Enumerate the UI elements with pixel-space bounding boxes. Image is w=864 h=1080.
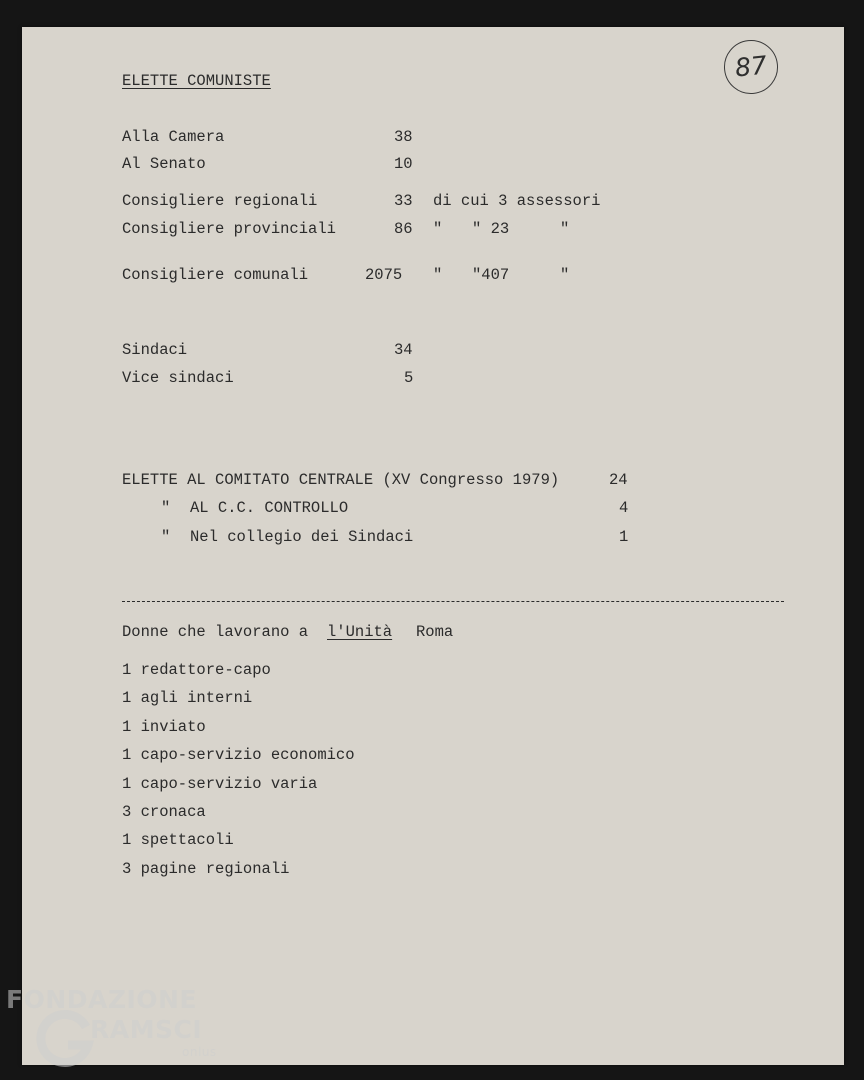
list-item: 1 redattore-capo bbox=[122, 661, 271, 679]
row-value: 34 bbox=[394, 341, 413, 359]
watermark-line1: FONDAZIONE bbox=[6, 985, 198, 1014]
row-value: 5 bbox=[404, 369, 414, 387]
row-note: "407 bbox=[472, 266, 510, 284]
row-value: 1 bbox=[619, 528, 629, 546]
g-logo-icon bbox=[36, 1009, 96, 1069]
page-number: 87 bbox=[721, 37, 780, 96]
list-item: 3 cronaca bbox=[122, 803, 206, 821]
list-item: 3 pagine regionali bbox=[122, 860, 290, 878]
ditto-mark: " bbox=[560, 220, 570, 238]
row-label: Consigliere provinciali bbox=[122, 220, 336, 238]
ditto-mark: " bbox=[161, 499, 171, 517]
ditto-mark: " bbox=[560, 266, 570, 284]
list-item: 1 capo-servizio economico bbox=[122, 746, 355, 764]
row-label: ELETTE AL COMITATO CENTRALE (XV Congresso 1979) bbox=[122, 471, 560, 489]
row-value: 33 bbox=[394, 192, 413, 210]
row-label: AL C.C. CONTROLLO bbox=[190, 499, 349, 517]
ditto-mark: " bbox=[161, 528, 171, 546]
list-item: 1 agli interni bbox=[122, 689, 253, 707]
row-note: " 23 bbox=[472, 220, 510, 238]
list-item: 1 capo-servizio varia bbox=[122, 775, 318, 793]
row-label: Alla Camera bbox=[122, 128, 225, 146]
list-item: 1 spettacoli bbox=[122, 831, 234, 849]
row-value: 86 bbox=[394, 220, 413, 238]
unita-intro: Donne che lavorano a bbox=[122, 623, 309, 641]
row-label: Sindaci bbox=[122, 341, 188, 359]
unita-paper-name: l'Unità bbox=[327, 623, 393, 641]
list-item: 1 inviato bbox=[122, 718, 206, 736]
row-note: di cui 3 assessori bbox=[433, 192, 601, 210]
page-heading: ELETTE COMUNISTE bbox=[122, 72, 271, 90]
row-value: 38 bbox=[394, 128, 413, 146]
unita-city: Roma bbox=[416, 623, 454, 641]
row-label: Consigliere regionali bbox=[122, 192, 318, 210]
ditto-mark: " bbox=[433, 220, 443, 238]
row-value: 24 bbox=[609, 471, 628, 489]
row-label: Consigliere comunali bbox=[122, 266, 309, 284]
row-label: Vice sindaci bbox=[122, 369, 234, 387]
row-label: Nel collegio dei Sindaci bbox=[190, 528, 414, 546]
watermark-logo bbox=[6, 985, 221, 1075]
row-value: 4 bbox=[619, 499, 629, 517]
row-label: Al Senato bbox=[122, 155, 206, 173]
row-value: 2075 bbox=[365, 266, 403, 284]
ditto-mark: " bbox=[433, 266, 443, 284]
document-page bbox=[22, 27, 844, 1065]
watermark-line3: onlus bbox=[182, 1045, 217, 1059]
watermark-line2: RAMSCI bbox=[90, 1015, 203, 1044]
row-value: 10 bbox=[394, 155, 413, 173]
section-divider bbox=[122, 601, 784, 602]
